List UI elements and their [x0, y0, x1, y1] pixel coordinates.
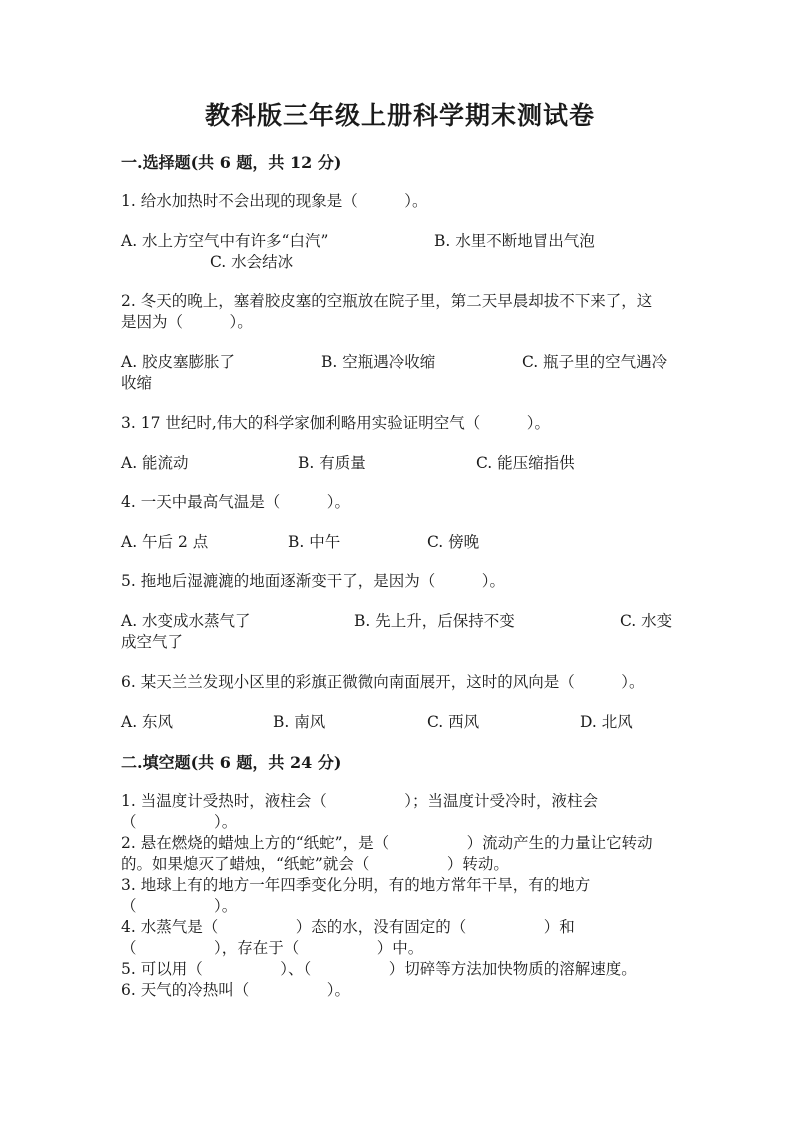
- q4-option-b: B. 中午: [288, 533, 341, 551]
- q5-option-c-wrap: 成空气了: [121, 633, 184, 651]
- q4-option-c: C. 傍晚: [427, 533, 480, 551]
- fill-3-line-2: （ ）。: [121, 897, 238, 915]
- q2-option-a: A. 胶皮塞膨胀了: [121, 353, 236, 371]
- question-2-line-1: 2. 冬天的晚上，塞着胶皮塞的空瓶放在院子里，第二天早晨却拔不下来了，这: [121, 292, 653, 310]
- fill-1-line-1: 1. 当温度计受热时，液柱会（ ）；当温度计受冷时，液柱会: [121, 792, 598, 810]
- q1-option-c: C. 水会结冰: [210, 253, 294, 271]
- fill-4-line-1: 4. 水蒸气是（ ）态的水，没有固定的（ ）和: [121, 918, 575, 936]
- q1-option-b: B. 水里不断地冒出气泡: [434, 232, 595, 250]
- q2-option-b: B. 空瓶遇冷收缩: [321, 353, 436, 371]
- question-6: 6. 某天兰兰发现小区里的彩旗正微微向南面展开，这时的风向是（ ）。: [121, 673, 645, 691]
- q6-option-d: D. 北风: [580, 713, 633, 731]
- question-5: 5. 拖地后湿漉漉的地面逐渐变干了，是因为（ ）。: [121, 572, 505, 590]
- q2-option-c: C. 瓶子里的空气遇冷: [522, 353, 668, 371]
- exam-title: 教科版三年级上册科学期末测试卷: [204, 101, 595, 130]
- fill-2-line-2: 的。如果熄灭了蜡烛，“纸蛇”就会（ ）转动。: [121, 855, 509, 873]
- q1-option-a: A. 水上方空气中有许多“白汽”: [121, 232, 329, 250]
- q5-option-a: A. 水变成水蒸气了: [121, 612, 251, 630]
- fill-4-line-2: （ ），存在于（ ）中。: [121, 939, 424, 957]
- q3-option-b: B. 有质量: [298, 454, 366, 472]
- fill-3-line-1: 3. 地球上有的地方一年四季变化分明，有的地方常年干旱，有的地方: [121, 876, 591, 894]
- q4-option-a: A. 午后 2 点: [121, 533, 209, 551]
- fill-5: 5. 可以用（ ）、（ ）切碎等方法加快物质的溶解速度。: [121, 960, 637, 978]
- q2-option-c-wrap: 收缩: [121, 374, 153, 392]
- fill-6: 6. 天气的冷热叫（ ）。: [121, 981, 350, 999]
- q6-option-a: A. 东风: [121, 713, 174, 731]
- section-1-heading: 一.选择题(共 6 题，共 12 分): [121, 153, 342, 172]
- question-3: 3. 17 世纪时,伟大的科学家伽利略用实验证明空气（ ）。: [121, 414, 551, 432]
- q3-option-c: C. 能压缩指供: [476, 454, 575, 472]
- question-2-line-2: 是因为（ ）。: [121, 313, 253, 331]
- q5-option-b: B. 先上升，后保持不变: [354, 612, 515, 630]
- question-1: 1. 给水加热时不会出现的现象是（ ）。: [121, 192, 428, 210]
- question-4: 4. 一天中最高气温是（ ）。: [121, 493, 350, 511]
- q3-option-a: A. 能流动: [121, 454, 189, 472]
- q6-option-c: C. 西风: [427, 713, 480, 731]
- q6-option-b: B. 南风: [273, 713, 326, 731]
- section-2-heading: 二.填空题(共 6 题，共 24 分): [121, 753, 342, 772]
- q5-option-c: C. 水变: [620, 612, 673, 630]
- fill-2-line-1: 2. 悬在燃烧的蜡烛上方的“纸蛇”，是（ ）流动产生的力量让它转动: [121, 834, 653, 852]
- fill-1-line-2: （ ）。: [121, 813, 238, 831]
